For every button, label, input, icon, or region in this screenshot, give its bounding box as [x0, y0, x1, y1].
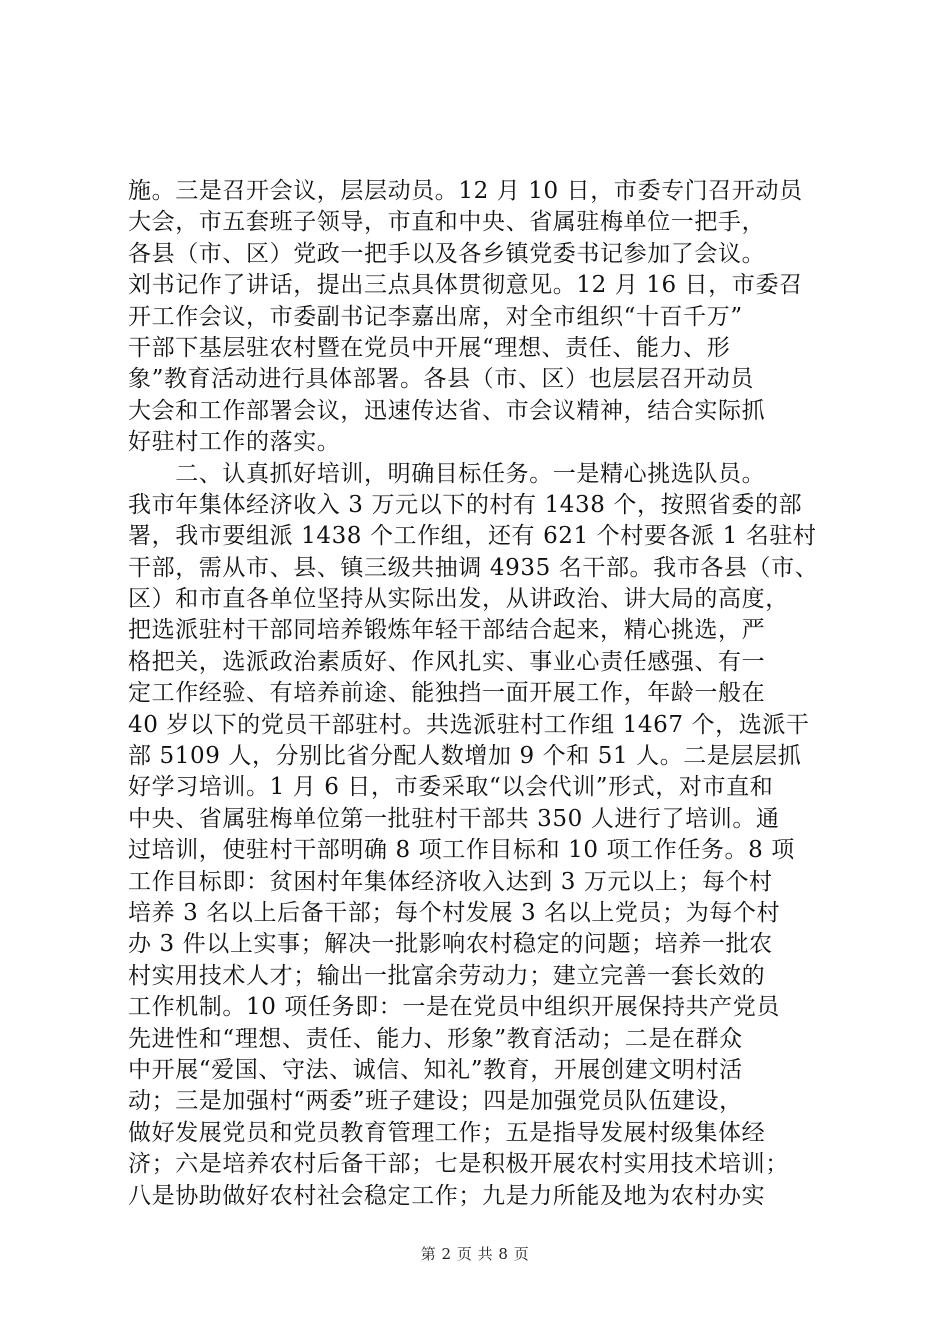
text-line: 中开展“爱国、守法、诚信、知礼”教育，开展创建文明村活 [128, 1056, 743, 1083]
text-line: 象”教育活动进行具体部署。各县（市、区）也层层召开动员 [128, 366, 754, 393]
text-line: 大会和工作部署会议，迅速传达省、市会议精神，结合实际抓 [128, 397, 766, 424]
text-line: 村实用技术人才；输出一批富余劳动力；建立完善一套长效的 [128, 962, 766, 989]
text-line: 做好发展党员和党员教育管理工作；五是指导发展村级集体经 [128, 1119, 766, 1146]
text-line: 格把关，选派政治素质好、作风扎实、事业心责任感强、有一 [128, 648, 766, 675]
text-line: 工作机制。10 项任务即：一是在党员中组织开展保持共产党员 [128, 994, 780, 1021]
text-line: 40 岁以下的党员干部驻村。共选派驻村工作组 1467 个，选派干 [128, 711, 810, 738]
text-line: 济；六是培养农村后备干部；七是积极开展农村实用技术培训； [128, 1151, 789, 1178]
text-line: 定工作经验、有培养前途、能独挡一面开展工作，年龄一般在 [128, 680, 766, 707]
text-line: 部 5109 人，分别比省分配人数增加 9 个和 51 人。二是层层抓 [128, 743, 802, 770]
text-line: 中央、省属驻梅单位第一批驻村干部共 350 人进行了培训。通 [128, 805, 780, 832]
text-line: 把选派驻村干部同培养锻炼年轻干部结合起来，精心挑选，严 [128, 617, 766, 644]
text-line: 工作目标即：贫困村年集体经济收入达到 3 万元以上；每个村 [128, 868, 773, 895]
text-line: 区）和市直各单位坚持从实际出发，从讲政治、讲大局的高度， [128, 586, 789, 613]
text-line: 过培训，使驻村干部明确 8 项工作目标和 10 项工作任务。8 项 [128, 837, 795, 864]
text-line: 八是协助做好农村社会稳定工作；九是力所能及地为农村办实 [128, 1182, 766, 1209]
text-line: 署，我市要组派 1438 个工作组，还有 621 个村要各派 1 名驻村 [128, 523, 817, 550]
text-line: 我市年集体经济收入 3 万元以下的村有 1438 个，按照省委的部 [128, 491, 803, 518]
text-line: 培养 3 名以上后备干部；每个村发展 3 名以上党员；为每个村 [128, 899, 781, 926]
text-line: 先进性和“理想、责任、能力、形象”教育活动；二是在群众 [128, 1025, 743, 1052]
text-line: 好学习培训。1 月 6 日，市委采取“以会代训”形式，对市直和 [128, 774, 774, 801]
text-line: 好驻村工作的落实。 [128, 429, 341, 456]
text-line: 开工作会议，市委副书记李嘉出席，对全市组织“十百千万” [128, 303, 743, 330]
text-line: 办 3 件以上实事；解决一批影响农村稳定的问题；培养一批农 [128, 931, 773, 958]
text-line: 干部，需从市、县、镇三级共抽调 4935 名干部。我市各县（市、 [128, 554, 819, 581]
text-line: 干部下基层驻农村暨在党员中开展“理想、责任、能力、形 [128, 334, 731, 361]
text-line: 大会，市五套班子领导，市直和中央、省属驻梅单位一把手， [128, 209, 766, 236]
text-line: 施。三是召开会议，层层动员。12 月 10 日，市委专门召开动员 [128, 178, 803, 204]
text-line: 动；三是加强村“两委”班子建设；四是加强党员队伍建设， [128, 1088, 743, 1115]
text-line: 刘书记作了讲话，提出三点具体贯彻意见。12 月 16 日，市委召 [128, 272, 803, 299]
text-line: 各县（市、区）党政一把手以及各乡镇党委书记参加了会议。 [128, 240, 766, 267]
page-number-footer: 第 2 页 共 8 页 [420, 1245, 530, 1263]
paragraph-start-line: 二、认真抓好培训，明确目标任务。一是精心挑选队员。 [128, 460, 766, 487]
document-body [128, 176, 832, 1212]
